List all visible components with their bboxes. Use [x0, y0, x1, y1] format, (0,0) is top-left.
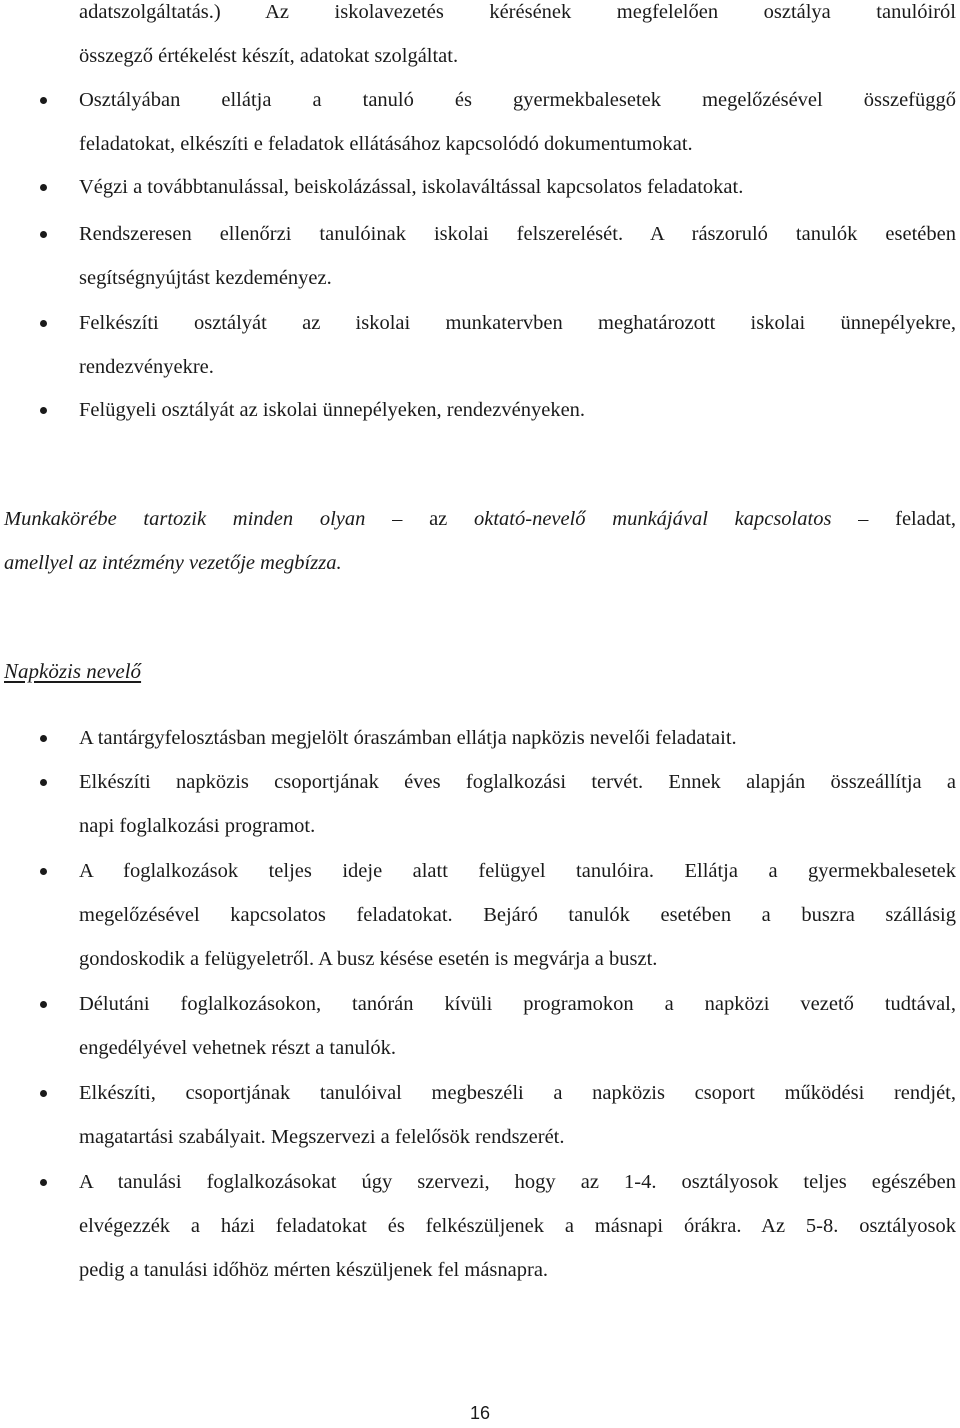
text-line: A tanulási foglalkozásokat úgy szervezi, hogy az 1-4. osztályosok teljes egészében	[79, 1171, 956, 1193]
text-line: Felkészíti osztályát az iskolai munkatervben meghatározott iskolai ünnepélyekre,	[79, 312, 956, 334]
statement-part: Munkakörébe tartozik minden olyan	[4, 508, 366, 530]
list-item	[79, 388, 956, 432]
list-item	[79, 982, 956, 1070]
bullet-icon	[40, 97, 47, 104]
text-line: gondoskodik a felügyeletről. A busz késése esetén is megvárja a buszt.	[79, 948, 658, 970]
text-line: Elkészíti, csoportjának tanulóival megbeszéli a napközis csoport működési rendjét,	[79, 1082, 956, 1104]
text-line: napi foglalkozási programot.	[79, 815, 316, 837]
list-item	[79, 78, 956, 166]
text-line: adatszolgáltatás.) Az iskolavezetés kérésének megfelelően osztálya tanulóiról	[79, 1, 956, 23]
text-line: összegző értékelést készít, adatokat szolgáltat.	[79, 45, 459, 67]
text-line: Végzi a továbbtanulással, beiskolázással, iskolaváltással kapcsolatos feladatokat.	[79, 176, 744, 198]
list-item	[79, 760, 956, 848]
text-line: segítségnyújtást kezdeményez.	[79, 267, 332, 289]
bullet-icon	[40, 868, 47, 875]
bullet-icon	[40, 184, 47, 191]
bullet-icon	[40, 231, 47, 238]
statement-part: oktató-nevelő munkájával kapcsolatos	[474, 508, 832, 530]
section-heading: Napközis nevelő	[4, 659, 142, 683]
bullet-icon	[40, 735, 47, 742]
statement-part: – az	[365, 508, 474, 530]
list-item	[79, 716, 956, 760]
bullet-icon	[40, 779, 47, 786]
text-line: megelőzésével kapcsolatos feladatokat. Bejáró tanulók esetében a buszra szállásig	[79, 904, 956, 926]
text-line: Délutáni foglalkozásokon, tanórán kívüli programokon a napközi vezető tudtával,	[79, 993, 956, 1015]
text-line: amellyel az intézmény vezetője megbízza.	[4, 552, 342, 574]
text-line: engedélyével vehetnek részt a tanulók.	[79, 1037, 397, 1059]
text-line: elvégezzék a házi feladatokat és felkészüljenek a másnapi órákra. Az 5-8. osztályosok	[79, 1215, 956, 1237]
list-item	[79, 1071, 956, 1159]
text-line: magatartási szabályait. Megszervezi a felelősök rendszerét.	[79, 1126, 565, 1148]
text-line: A tantárgyfelosztásban megjelölt óraszámban ellátja napközis nevelői feladatait.	[79, 727, 737, 749]
text-line: feladatokat, elkészíti e feladatok ellátásához kapcsolódó dokumentumokat.	[79, 133, 693, 155]
bullet-icon	[40, 1090, 47, 1097]
text-line: Elkészíti napközis csoportjának éves foglalkozási tervét. Ennek alapján összeállítja a	[79, 771, 956, 793]
list-item	[79, 212, 956, 300]
text-line	[4, 497, 956, 541]
list-item	[79, 301, 956, 389]
list-item	[79, 165, 956, 209]
continuation-paragraph	[79, 0, 956, 78]
list-item	[79, 849, 956, 981]
text-line: Felügyeli osztályát az iskolai ünnepélyeken, rendezvényeken.	[79, 399, 586, 421]
list-item	[79, 1160, 956, 1292]
bullet-icon	[40, 1001, 47, 1008]
text-line: rendezvényekre.	[79, 356, 214, 378]
bullet-icon	[40, 320, 47, 327]
text-line: Osztályában ellátja a tanuló és gyermekbalesetek megelőzésével összefüggő	[79, 89, 956, 111]
responsibility-statement	[4, 497, 956, 585]
page-number: 16	[469, 1403, 491, 1423]
text-line: Rendszeresen ellenőrzi tanulóinak iskolai felszerelését. A rászoruló tanulók esetében	[79, 223, 956, 245]
bullet-icon	[40, 407, 47, 414]
bullet-icon	[40, 1179, 47, 1186]
text-line: pedig a tanulási időhöz mérten készüljenek fel másnapra.	[79, 1259, 549, 1281]
statement-part: – feladat,	[831, 508, 957, 530]
text-line: A foglalkozások teljes ideje alatt felügyel tanulóira. Ellátja a gyermekbalesetek	[79, 860, 956, 882]
